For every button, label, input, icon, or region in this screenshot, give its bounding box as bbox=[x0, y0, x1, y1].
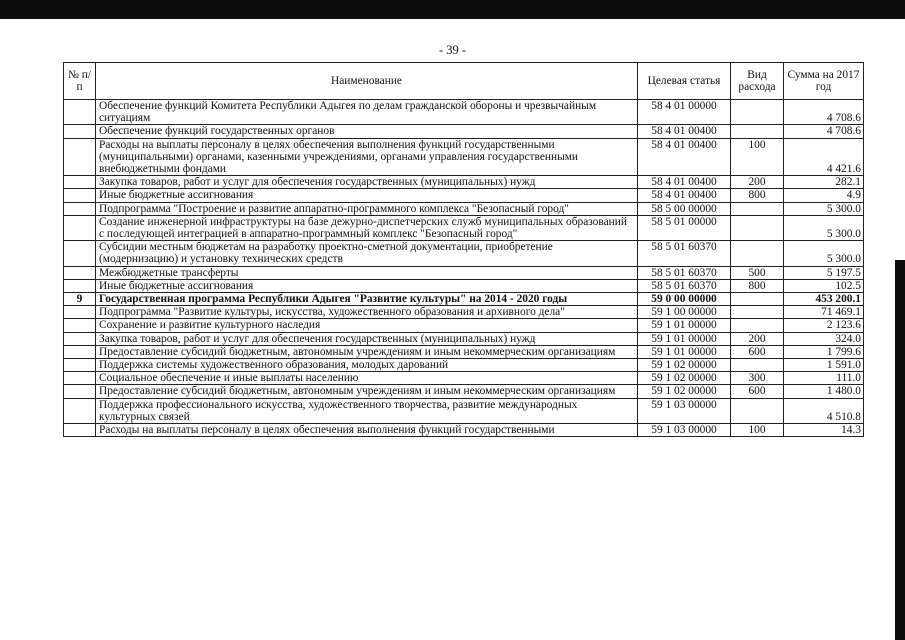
table-row bbox=[64, 266, 864, 279]
header-type: Вид расхода bbox=[731, 63, 784, 100]
row-code: 58 4 01 00000 bbox=[638, 100, 731, 125]
row-code: 59 1 02 00000 bbox=[638, 372, 731, 385]
row-expense-type bbox=[731, 202, 784, 215]
row-sum: 2 123.6 bbox=[784, 319, 864, 332]
scan-top-border bbox=[0, 0, 905, 19]
row-name: Иные бюджетные ассигнования bbox=[96, 189, 638, 202]
row-expense-type: 200 bbox=[731, 332, 784, 345]
row-name: Обеспечение функций государственных органов bbox=[96, 125, 638, 138]
table-row bbox=[64, 332, 864, 345]
row-sum: 453 200.1 bbox=[784, 293, 864, 306]
row-number bbox=[64, 202, 96, 215]
row-name: Создание инженерной инфраструктуры на базе дежурно-диспетчерских служб муниципальных образований с последующей интеграцией в аппаратно-программный комплекс "Безопасный город" bbox=[96, 215, 638, 240]
row-code: 59 1 03 00000 bbox=[638, 398, 731, 423]
row-expense-type: 200 bbox=[731, 176, 784, 189]
header-sum: Сумма на 2017 год bbox=[784, 63, 864, 100]
table-row bbox=[64, 398, 864, 423]
row-number bbox=[64, 372, 96, 385]
row-name: Расходы на выплаты персоналу в целях обеспечения выполнения функций государственными (муниципальными) органами, казенными учреждениями, органами управления государственными внебюджетными фондами bbox=[96, 138, 638, 176]
row-number bbox=[64, 424, 96, 437]
row-sum: 4.9 bbox=[784, 189, 864, 202]
row-number bbox=[64, 215, 96, 240]
row-code: 59 1 00 00000 bbox=[638, 306, 731, 319]
row-name: Подпрограмма "Построение и развитие аппаратно-программного комплекса "Безопасный город" bbox=[96, 202, 638, 215]
row-sum: 324.0 bbox=[784, 332, 864, 345]
row-code: 58 5 01 60370 bbox=[638, 266, 731, 279]
row-sum: 5 300.0 bbox=[784, 215, 864, 240]
row-code: 58 4 01 00400 bbox=[638, 138, 731, 176]
row-number bbox=[64, 359, 96, 372]
row-sum: 5 197.5 bbox=[784, 266, 864, 279]
table-row bbox=[64, 359, 864, 372]
row-number bbox=[64, 319, 96, 332]
row-code: 58 4 01 00400 bbox=[638, 176, 731, 189]
row-number bbox=[64, 306, 96, 319]
row-sum: 4 510.8 bbox=[784, 398, 864, 423]
table-row bbox=[64, 202, 864, 215]
row-expense-type bbox=[731, 293, 784, 306]
row-expense-type bbox=[731, 398, 784, 423]
row-number bbox=[64, 266, 96, 279]
row-expense-type bbox=[731, 319, 784, 332]
table-row bbox=[64, 189, 864, 202]
row-expense-type bbox=[731, 125, 784, 138]
row-sum: 4 708.6 bbox=[784, 125, 864, 138]
row-sum: 1 480.0 bbox=[784, 385, 864, 398]
row-number bbox=[64, 332, 96, 345]
row-number: 9 bbox=[64, 293, 96, 306]
table-row bbox=[64, 176, 864, 189]
row-code: 58 5 01 60370 bbox=[638, 241, 731, 266]
row-number bbox=[64, 385, 96, 398]
row-name: Расходы на выплаты персоналу в целях обеспечения выполнения функций государственными bbox=[96, 424, 638, 437]
table-row bbox=[64, 424, 864, 437]
row-number bbox=[64, 345, 96, 358]
table-row bbox=[64, 306, 864, 319]
row-code: 58 5 00 00000 bbox=[638, 202, 731, 215]
row-expense-type: 100 bbox=[731, 138, 784, 176]
row-name: Межбюджетные трансферты bbox=[96, 266, 638, 279]
row-name: Предоставление субсидий бюджетным, автономным учреждениям и иным некоммерческим организациям bbox=[96, 385, 638, 398]
header-code: Целевая статья bbox=[638, 63, 731, 100]
row-number bbox=[64, 138, 96, 176]
table-row bbox=[64, 138, 864, 176]
table-row bbox=[64, 125, 864, 138]
row-sum: 111.0 bbox=[784, 372, 864, 385]
row-name: Государственная программа Республики Адыгея "Развитие культуры" на 2014 - 2020 годы bbox=[96, 293, 638, 306]
header-num: № п/п bbox=[64, 63, 96, 100]
header-name: Наименование bbox=[96, 63, 638, 100]
row-name: Иные бюджетные ассигнования bbox=[96, 279, 638, 292]
row-name: Предоставление субсидий бюджетным, автономным учреждениям и иным некоммерческим организациям bbox=[96, 345, 638, 358]
row-name: Закупка товаров, работ и услуг для обеспечения государственных (муниципальных) нужд bbox=[96, 332, 638, 345]
row-number bbox=[64, 176, 96, 189]
row-number bbox=[64, 100, 96, 125]
row-name: Социальное обеспечение и иные выплаты населению bbox=[96, 372, 638, 385]
row-sum: 102.5 bbox=[784, 279, 864, 292]
table-header-row bbox=[64, 63, 864, 100]
table-row bbox=[64, 279, 864, 292]
row-sum: 5 300.0 bbox=[784, 241, 864, 266]
table-row bbox=[64, 215, 864, 240]
table-row bbox=[64, 319, 864, 332]
row-sum: 1 799.6 bbox=[784, 345, 864, 358]
row-sum: 4 421.6 bbox=[784, 138, 864, 176]
row-name: Поддержка системы художественного образования, молодых дарований bbox=[96, 359, 638, 372]
row-expense-type bbox=[731, 241, 784, 266]
row-expense-type: 600 bbox=[731, 345, 784, 358]
row-code: 59 1 02 00000 bbox=[638, 359, 731, 372]
budget-table bbox=[63, 62, 864, 437]
row-expense-type: 100 bbox=[731, 424, 784, 437]
row-code: 59 1 01 00000 bbox=[638, 345, 731, 358]
row-code: 59 0 00 00000 bbox=[638, 293, 731, 306]
row-sum: 5 300.0 bbox=[784, 202, 864, 215]
row-name: Сохранение и развитие культурного наследия bbox=[96, 319, 638, 332]
row-number bbox=[64, 398, 96, 423]
row-number bbox=[64, 241, 96, 266]
table-row bbox=[64, 293, 864, 306]
row-name: Поддержка профессионального искусства, художественного творчества, развитие международных культурных связей bbox=[96, 398, 638, 423]
row-name: Обеспечение функций Комитета Республики Адыгея по делам гражданской обороны и чрезвычайным ситуациям bbox=[96, 100, 638, 125]
row-code: 59 1 02 00000 bbox=[638, 385, 731, 398]
table-row bbox=[64, 385, 864, 398]
row-expense-type bbox=[731, 215, 784, 240]
row-code: 59 1 01 00000 bbox=[638, 319, 731, 332]
row-code: 59 1 01 00000 bbox=[638, 332, 731, 345]
row-code: 59 1 03 00000 bbox=[638, 424, 731, 437]
row-code: 58 5 01 00000 bbox=[638, 215, 731, 240]
row-sum: 1 591.0 bbox=[784, 359, 864, 372]
row-code: 58 5 01 60370 bbox=[638, 279, 731, 292]
table-row bbox=[64, 100, 864, 125]
row-code: 58 4 01 00400 bbox=[638, 189, 731, 202]
row-sum: 282.1 bbox=[784, 176, 864, 189]
row-expense-type bbox=[731, 100, 784, 125]
row-expense-type: 500 bbox=[731, 266, 784, 279]
scan-right-border bbox=[895, 260, 905, 640]
row-number bbox=[64, 279, 96, 292]
row-code: 58 4 01 00400 bbox=[638, 125, 731, 138]
row-number bbox=[64, 189, 96, 202]
row-expense-type: 800 bbox=[731, 279, 784, 292]
row-number bbox=[64, 125, 96, 138]
row-name: Подпрограмма "Развитие культуры, искусства, художественного образования и архивного дела" bbox=[96, 306, 638, 319]
table-row bbox=[64, 241, 864, 266]
row-sum: 71 469.1 bbox=[784, 306, 864, 319]
row-sum: 14.3 bbox=[784, 424, 864, 437]
page-number: - 39 - bbox=[438, 43, 467, 57]
row-expense-type bbox=[731, 359, 784, 372]
row-sum: 4 708.6 bbox=[784, 100, 864, 125]
row-name: Закупка товаров, работ и услуг для обеспечения государственных (муниципальных) нужд bbox=[96, 176, 638, 189]
scan-top-gap bbox=[0, 19, 905, 24]
row-expense-type: 600 bbox=[731, 385, 784, 398]
row-expense-type: 800 bbox=[731, 189, 784, 202]
table-body bbox=[64, 100, 864, 437]
table-row bbox=[64, 372, 864, 385]
row-expense-type bbox=[731, 306, 784, 319]
row-name: Субсидии местным бюджетам на разработку проектно-сметной документации, приобретение (модернизацию) и установку технических средств bbox=[96, 241, 638, 266]
table-row bbox=[64, 345, 864, 358]
row-expense-type: 300 bbox=[731, 372, 784, 385]
